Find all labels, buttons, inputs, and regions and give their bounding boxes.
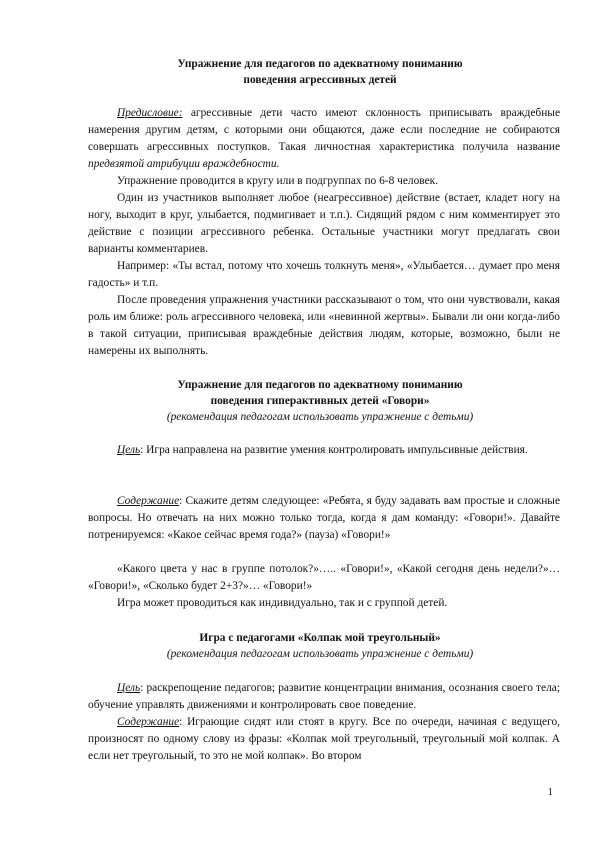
section2-subtitle: (рекомендация педагогам использовать упражнение с детьми) [166, 411, 474, 423]
section2-goal [88, 442, 560, 459]
section1-para2: Упражнение проводится в кругу или в подгруппах по 6-8 человек. [117, 175, 439, 187]
section3-content [88, 714, 560, 765]
section3-goal [88, 680, 560, 714]
section3-title: Игра с педагогами «Колпак мой треугольный» [199, 632, 441, 644]
page-number: 1 [547, 786, 553, 798]
section1-title-line2: поведения агрессивных детей [243, 74, 397, 86]
section1-preface [88, 105, 560, 173]
content-text: : Скажите детям следующее: «Ребята, я буду задавать вам простые и сложные вопросы. Но отвечать на них можно только тогда, когда я дам команду: «Говори!». Давайте потренируемся: «Какое сейчас время года?» (пауза) «Говори!» [88, 495, 560, 541]
section1-para5: После проведения упражнения участники рассказывают о том, что они чувствовали, какая роль им ближе: роль агрессивного человека, или «невинной жертвы». Бывали ли они когда-либо в такой ситуации, приписывая враждебные действия людям, которые, возможно, были не намерены их выполнять. [88, 294, 560, 357]
goal-text: : Игра направлена на развитие умения контролировать импульсивные действия. [140, 444, 528, 456]
content-label: Содержание [117, 716, 180, 728]
preface-term: предвзятой атрибуции враждебности. [88, 158, 280, 170]
section2-para4: Игра может проводиться как индивидуально, так и с группой детей. [117, 597, 448, 609]
section1-para3: Один из участников выполняет любое (неагрессивное) действие (встает, кладет ногу на ногу, выходит в круг, улыбается, подмигивает и т.п.). Сидящий рядом с ним комментирует это действие с позиции агрессивного ребенка. Остальные участники могут предлагать свои варианты комментариев. [88, 192, 560, 255]
content-label: Содержание [117, 495, 180, 507]
section2-content [88, 493, 560, 544]
goal-text: : раскрепощение педагогов; развитие концентрации внимания, осознания своего тела; обучение управлять движениями и контролировать свое поведение. [88, 682, 560, 711]
section2-title-line2: поведения гиперактивных детей «Говори» [210, 395, 430, 407]
content-text: : Играющие сидят или стоят в кругу. Все по очереди, начиная с ведущего, произносят по одному слову из фразы: «Колпак мой треугольный, треугольный мой колпак. А если нет треугольный, то это не мой колпак». Во втором [88, 716, 560, 762]
preface-label: Предисловие: [117, 107, 183, 119]
section2-para3: «Какого цвета у нас в группе потолок?»….. «Говори!», «Какой сегодня день недели?»… «Говори!», «Сколько будет 2+3?»… «Говори!» [88, 563, 560, 592]
section3-subtitle: (рекомендация педагогам использовать упражнение с детьми) [166, 648, 474, 660]
preface-text: агрессивные дети часто имеют склонность приписывать враждебные намерения другим детям, с которыми они общаются, даже если последние не собираются совершать агрессивных поступков. Такая личностная характеристика получила название [88, 107, 560, 153]
goal-label: Цель [117, 682, 141, 694]
section2-title-line1: Упражнение для педагогов по адекватному пониманию [177, 379, 463, 391]
goal-label: Цель [117, 444, 141, 456]
section1-title-line1: Упражнение для педагогов по адекватному пониманию [177, 58, 463, 70]
section1-para4: Например: «Ты встал, потому что хочешь толкнуть меня», «Улыбается… думает про меня гадость» и т.п. [88, 260, 560, 289]
